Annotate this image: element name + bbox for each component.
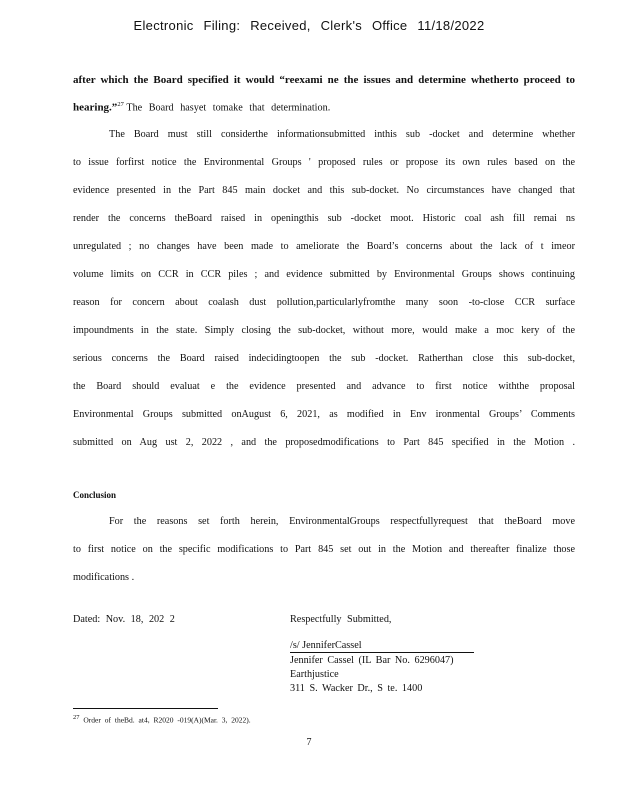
signer-organization: Earthjustice <box>290 669 339 680</box>
body-line: unregulated ; no changes have been made to ameliorate the Board’s concerns about the lack of t imeor <box>73 241 575 252</box>
body-line: render the concerns theBoard raised in openingthis sub -docket moot. Historic coal ash fill remai ns <box>73 213 575 224</box>
section-heading: Conclusion <box>73 490 117 500</box>
body-line: the Board should evaluat e the evidence presented and advance to first notice withthe proposal <box>73 381 575 392</box>
electronic-signature: /s/ JenniferCassel <box>290 640 362 651</box>
body-line: modifications . <box>73 572 135 583</box>
signer-address: 311 S. Wacker Dr., S te. 1400 <box>290 683 423 694</box>
closing: Respectfully Submitted, <box>290 614 392 625</box>
body-line: to first notice on the specific modifications to Part 845 set out in the Motion and thereafter finalize those <box>73 544 575 555</box>
body-line: evidence presented in the Part 845 main docket and this sub-docket. No circumstances have changed that <box>73 185 575 196</box>
body-line: submitted on Aug ust 2, 2022 , and the proposedmodifications to Part 845 specified in the Motion . <box>73 437 575 448</box>
body-line: impoundments in the state. Simply closing the sub-docket, without more, would make a moc kery of the <box>73 325 575 336</box>
body-text: The Board hasyet tomake that determination. <box>126 102 331 114</box>
footnote-ref: 27 <box>117 101 124 108</box>
body-line: For the reasons set forth herein, EnvironmentalGroups respectfullyrequest that theBoard move <box>109 516 575 527</box>
bold-text: hearing.” <box>73 101 118 114</box>
page-number: 7 <box>306 737 312 748</box>
body-line: volume limits on CCR in CCR piles ; and evidence submitted by Environmental Groups shows continuing <box>73 269 575 280</box>
date-line: Dated: Nov. 18, 202 2 <box>73 614 175 625</box>
body-line: The Board must still considerthe informationsubmitted inthis sub -docket and determine whether <box>109 129 575 140</box>
signer-name: Jennifer Cassel (IL Bar No. 6296047) <box>290 655 454 666</box>
footnote-text: Order of theBd. at4, R2020 -019(A)(Mar. 3, 2022). <box>83 715 251 725</box>
footnote-separator <box>73 708 218 709</box>
body-line: serious concerns the Board raised indecidingtoopen the sub -docket. Ratherthan close this sub-docket, <box>73 353 575 364</box>
body-line <box>73 101 575 113</box>
signature-line <box>290 652 474 653</box>
footnote <box>73 714 251 725</box>
footnote-number: 27 <box>73 714 80 721</box>
body-line: Environmental Groups submitted onAugust 6, 2021, as modified in Env ironmental Groups’ Comments <box>73 409 575 420</box>
body-line: after which the Board specified it would “reexami ne the issues and determine whetherto proceed to <box>73 74 575 86</box>
body-line: to issue forfirst notice the Environmental Groups ' proposed rules or propose its own rules based on the <box>73 157 575 168</box>
body-line: reason for concern about coalash dust pollution,particularlyfromthe many soon -to-close CCR surface <box>73 297 575 308</box>
filing-header: Electronic Filing: Received, Clerk's Office 11/18/2022 <box>133 18 485 33</box>
